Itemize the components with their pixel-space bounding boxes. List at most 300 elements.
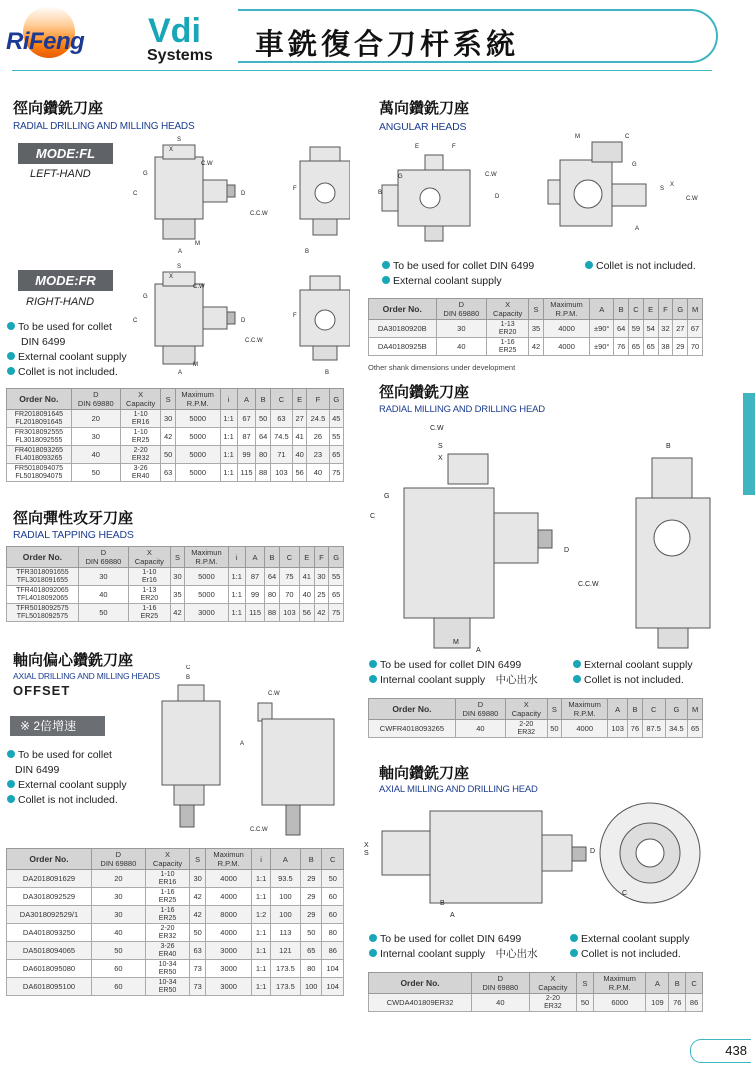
bullet-icon: [369, 934, 377, 942]
table-cell: 55: [329, 568, 344, 586]
column-header: Maximum R.P.M.: [562, 699, 608, 720]
svg-text:S: S: [364, 850, 369, 857]
table-cell: ±90°: [590, 320, 614, 338]
column-header: B: [669, 973, 686, 994]
svg-text:D: D: [495, 194, 500, 200]
table-cell: 71: [270, 446, 292, 464]
table-cell: 75: [279, 568, 299, 586]
svg-text:C.C.W: C.C.W: [578, 581, 599, 588]
table-row: [7, 464, 344, 482]
table-cell: 10-34 ER50: [145, 978, 190, 996]
radial-dm-title-zh: 徑向鑽銑刀座: [13, 100, 104, 117]
table-cell: 42: [190, 906, 206, 924]
svg-text:A: A: [240, 741, 245, 747]
angular-drawing: [370, 130, 710, 255]
table-cell: 74.5: [270, 428, 292, 446]
bullet-icon: [570, 949, 578, 957]
table-cell: DA5018094065: [7, 942, 92, 960]
table-cell: 64: [614, 320, 629, 338]
bullet-icon: [573, 675, 581, 683]
axial-offset-spec-table: [6, 848, 344, 996]
table-cell: 40: [299, 586, 314, 604]
table-cell: 65: [329, 446, 343, 464]
column-header: C: [279, 547, 299, 568]
column-header: Maximum R.P.M.: [543, 299, 589, 320]
column-header: Maximun R.P.M.: [205, 849, 251, 870]
table-cell: 121: [270, 942, 300, 960]
table-cell: 55: [329, 428, 343, 446]
table-row: [7, 906, 344, 924]
table-cell: 50: [577, 994, 594, 1012]
table-cell: 40: [472, 994, 529, 1012]
axial-md-notes-left: To be used for collet DIN 6499 Internal coolant supply 中心出水: [369, 932, 538, 962]
angular-footnote: Other shank dimensions under development: [368, 363, 516, 372]
table-cell: DA40180925B: [369, 338, 437, 356]
table-cell: 1:1: [228, 568, 245, 586]
table-cell: 20: [71, 410, 120, 428]
table-cell: 50: [161, 446, 175, 464]
column-header: S: [161, 389, 175, 410]
table-cell: 115: [245, 604, 264, 622]
table-cell: 1:1: [252, 870, 271, 888]
column-header: Maximum R.P.M.: [175, 389, 220, 410]
table-cell: 1-10 ER16: [120, 410, 161, 428]
speed-badge: ※ 2倍增速: [10, 716, 105, 736]
angular-title-en: ANGULAR HEADS: [379, 121, 467, 133]
table-cell: 103: [608, 720, 628, 738]
table-cell: 30: [91, 906, 145, 924]
table-cell: 109: [646, 994, 669, 1012]
svg-text:D: D: [590, 848, 596, 855]
table-cell: 29: [301, 870, 322, 888]
table-cell: 38: [658, 338, 673, 356]
column-header: i: [228, 547, 245, 568]
table-cell: 3-26 ER40: [145, 942, 190, 960]
table-cell: 80: [301, 960, 322, 978]
table-cell: 30: [71, 428, 120, 446]
svg-text:B: B: [378, 190, 383, 196]
table-cell: 5000: [175, 428, 220, 446]
column-header: A: [608, 699, 628, 720]
table-row: [7, 410, 344, 428]
table-cell: 42: [190, 888, 206, 906]
table-cell: 80: [256, 446, 270, 464]
radial-md-spec-table: [368, 698, 703, 738]
radial-md-notes-right: External coolant supply Collet is not included.: [573, 658, 693, 688]
svg-text:C.C.W: C.C.W: [250, 211, 268, 217]
table-cell: 65: [629, 338, 644, 356]
column-header: Maximum R.P.M.: [593, 973, 646, 994]
table-cell: 40: [91, 924, 145, 942]
table-cell: DA2018091629: [7, 870, 92, 888]
column-header: E: [293, 389, 307, 410]
axial-md-notes-right: External coolant supply Collet is not included.: [570, 932, 690, 962]
table-cell: 1-16 ER25: [145, 906, 190, 924]
column-header: X Capacity: [487, 299, 529, 320]
table-cell: 100: [270, 906, 300, 924]
svg-text:S: S: [177, 264, 182, 270]
table-cell: 99: [245, 586, 264, 604]
angular-note-collet: Collet is not included.: [585, 259, 696, 274]
bullet-icon: [7, 795, 15, 803]
table-cell: 5000: [185, 568, 228, 586]
table-cell: 1-16 ER25: [129, 604, 171, 622]
table-cell: 75: [329, 604, 344, 622]
bullet-icon: [7, 780, 15, 788]
axial-md-drawing: [360, 795, 720, 920]
svg-text:X: X: [670, 182, 675, 188]
column-header: B: [614, 299, 629, 320]
svg-text:C: C: [133, 318, 138, 324]
table-row: [7, 586, 344, 604]
table-cell: 50: [301, 924, 322, 942]
column-header: Maximun R.P.M.: [185, 547, 228, 568]
table-cell: 40: [293, 446, 307, 464]
table-cell: 4000: [205, 870, 251, 888]
table-cell: 4000: [205, 924, 251, 942]
table-cell: 87: [237, 428, 256, 446]
table-row: [369, 320, 703, 338]
table-cell: 5000: [175, 464, 220, 482]
table-cell: DA6018095100: [7, 978, 92, 996]
table-cell: 99: [237, 446, 256, 464]
column-header: F: [307, 389, 329, 410]
bullet-icon: [369, 949, 377, 957]
svg-text:S: S: [660, 186, 665, 192]
table-cell: CWDA401809ER32: [369, 994, 472, 1012]
column-header: D DIN 69880: [71, 389, 120, 410]
table-cell: 29: [301, 888, 322, 906]
table-cell: 86: [322, 942, 344, 960]
left-hand-label: LEFT-HAND: [30, 168, 91, 180]
column-header: B: [628, 699, 643, 720]
table-cell: 3000: [205, 960, 251, 978]
axial-md-spec-table: [368, 972, 703, 1012]
table-cell: 1-16 ER25: [487, 338, 529, 356]
bullet-icon: [369, 660, 377, 668]
table-cell: 103: [270, 464, 292, 482]
table-cell: 6000: [593, 994, 646, 1012]
svg-text:S: S: [438, 443, 443, 450]
table-cell: 87.5: [642, 720, 665, 738]
svg-text:B: B: [305, 249, 310, 255]
column-header: D DIN 69880: [91, 849, 145, 870]
table-row: [7, 942, 344, 960]
mode-fr-badge: MODE:FR: [18, 270, 113, 291]
column-header: A: [270, 849, 300, 870]
column-header: G: [329, 389, 343, 410]
table-cell: 60: [91, 960, 145, 978]
column-header: i: [220, 389, 237, 410]
bullet-icon: [382, 261, 390, 269]
page-number: 438: [690, 1039, 751, 1063]
table-cell: 50: [547, 720, 562, 738]
svg-text:G: G: [143, 294, 148, 300]
column-header: C: [686, 973, 703, 994]
axial-offset-drawing: [150, 665, 350, 840]
column-header: X Capacity: [120, 389, 161, 410]
column-header: S: [577, 973, 594, 994]
table-cell: 70: [688, 338, 703, 356]
svg-text:F: F: [293, 186, 297, 192]
table-cell: 1:1: [252, 924, 271, 942]
table-cell: 5000: [175, 446, 220, 464]
table-cell: 50: [190, 924, 206, 942]
table-cell: 1-16 ER25: [145, 888, 190, 906]
radial-dm-notes: To be used for collet DIN 6499 External coolant supply Collet is not included.: [7, 320, 127, 380]
column-header: D DIN 69880: [436, 299, 487, 320]
table-cell: 67: [688, 320, 703, 338]
table-cell: 60: [91, 978, 145, 996]
table-cell: 27: [293, 410, 307, 428]
table-cell: 88: [265, 604, 280, 622]
column-header: Order No.: [7, 849, 92, 870]
svg-text:C.C.W: C.C.W: [245, 338, 263, 344]
bullet-icon: [369, 675, 377, 683]
table-cell: 80: [265, 586, 280, 604]
table-row: [7, 604, 344, 622]
table-cell: 65: [329, 586, 344, 604]
table-cell: 54: [643, 320, 658, 338]
table-row: [7, 888, 344, 906]
table-cell: 2-20 ER32: [145, 924, 190, 942]
svg-text:A: A: [476, 647, 481, 653]
svg-text:F: F: [452, 144, 456, 150]
table-cell: 35: [529, 320, 544, 338]
svg-text:G: G: [143, 171, 148, 177]
column-header: Order No.: [7, 389, 72, 410]
column-header: M: [688, 299, 703, 320]
table-row: [7, 568, 344, 586]
table-cell: 73: [190, 960, 206, 978]
table-cell: 30: [436, 320, 487, 338]
right-hand-label: RIGHT-HAND: [26, 296, 95, 308]
column-header: D DIN 69880: [472, 973, 529, 994]
table-cell: 2-20 ER32: [120, 446, 161, 464]
table-cell: 2-20 ER32: [506, 720, 548, 738]
table-cell: 40: [307, 464, 329, 482]
column-header: Order No.: [369, 299, 437, 320]
table-cell: 65: [643, 338, 658, 356]
table-cell: 100: [301, 978, 322, 996]
table-cell: 5000: [185, 586, 228, 604]
svg-text:D: D: [241, 191, 246, 197]
table-cell: 56: [299, 604, 314, 622]
table-cell: 4000: [562, 720, 608, 738]
column-header: E: [299, 547, 314, 568]
table-cell: 42: [314, 604, 329, 622]
svg-text:E: E: [415, 144, 420, 150]
page-title: 車銑復合刀杆系統: [255, 29, 520, 61]
table-cell: 113: [270, 924, 300, 942]
svg-text:D: D: [241, 318, 246, 324]
svg-text:B: B: [325, 370, 330, 376]
table-cell: 1-13 ER20: [129, 586, 171, 604]
table-cell: 88: [256, 464, 270, 482]
brand-subtitle: Systems: [147, 47, 213, 64]
table-cell: 10-34 ER50: [145, 960, 190, 978]
table-cell: 4000: [543, 320, 589, 338]
table-cell: 1-10 ER25: [120, 428, 161, 446]
radial-md-title-en: RADIAL MILLING AND DRILLING HEAD: [379, 404, 545, 415]
bullet-icon: [7, 322, 15, 330]
table-cell: TFR5018092575 TFL5018092575: [7, 604, 79, 622]
column-header: X Capacity: [145, 849, 190, 870]
table-cell: 3000: [205, 978, 251, 996]
table-cell: 45: [329, 410, 343, 428]
table-cell: 104: [322, 978, 344, 996]
table-cell: 42: [529, 338, 544, 356]
svg-text:F: F: [293, 313, 297, 319]
table-cell: 59: [629, 320, 644, 338]
table-cell: 65: [301, 942, 322, 960]
svg-text:A: A: [450, 912, 455, 919]
table-cell: 41: [299, 568, 314, 586]
column-header: i: [252, 849, 271, 870]
column-header: X Capacity: [129, 547, 171, 568]
table-row: [7, 870, 344, 888]
table-cell: 1-13 ER20: [487, 320, 529, 338]
table-row: [369, 720, 703, 738]
column-header: C: [629, 299, 644, 320]
svg-text:D: D: [564, 547, 570, 554]
svg-text:C: C: [625, 134, 630, 140]
table-cell: 8000: [205, 906, 251, 924]
column-header: Order No.: [7, 547, 79, 568]
table-cell: 32: [658, 320, 673, 338]
svg-text:M: M: [193, 362, 198, 368]
table-cell: 1-10 ER16: [145, 870, 190, 888]
svg-text:X: X: [438, 455, 443, 462]
table-cell: 76: [614, 338, 629, 356]
table-cell: 1:1: [252, 942, 271, 960]
table-cell: 50: [91, 942, 145, 960]
offset-label: OFFSET: [13, 683, 71, 698]
table-cell: 4000: [205, 888, 251, 906]
svg-text:C.W: C.W: [268, 691, 280, 697]
axial-md-title-en: AXIAL MILLING AND DRILLING HEAD: [379, 784, 538, 795]
table-cell: DA4018093250: [7, 924, 92, 942]
table-cell: 26: [307, 428, 329, 446]
column-header: A: [590, 299, 614, 320]
table-cell: 30: [190, 870, 206, 888]
table-cell: 30: [170, 568, 185, 586]
table-cell: 2-20 ER32: [529, 994, 577, 1012]
table-cell: 87: [245, 568, 264, 586]
svg-text:C: C: [370, 513, 376, 520]
table-cell: TFR4018092065 TFL4018092065: [7, 586, 79, 604]
side-tab: [743, 393, 755, 495]
table-cell: 23: [307, 446, 329, 464]
axial-offset-title-en: AXIAL DRILLING AND MILLING HEADS: [13, 671, 160, 681]
table-row: [369, 338, 703, 356]
radial-md-title-zh: 徑向鑽銑刀座: [379, 384, 470, 401]
table-cell: 50: [256, 410, 270, 428]
angular-notes: To be used for collet DIN 6499 External coolant supply: [382, 259, 534, 289]
tapping-title-zh: 徑向彈性攻牙刀座: [13, 510, 134, 527]
table-cell: 4000: [543, 338, 589, 356]
radial-md-notes-left: To be used for collet DIN 6499 Internal coolant supply 中心出水: [369, 658, 538, 688]
svg-text:C.W: C.W: [201, 161, 213, 167]
table-cell: FR2018091645 FL2018091645: [7, 410, 72, 428]
column-header: C: [270, 389, 292, 410]
table-cell: ±90°: [590, 338, 614, 356]
radial-fr-drawing: [125, 262, 350, 377]
table-cell: 42: [170, 604, 185, 622]
svg-text:C.C.W: C.C.W: [250, 827, 268, 833]
table-cell: 60: [322, 888, 344, 906]
table-cell: 67: [237, 410, 256, 428]
bullet-icon: [573, 660, 581, 668]
column-header: D DIN 69880: [455, 699, 505, 720]
table-cell: 1:1: [220, 428, 237, 446]
table-cell: 104: [322, 960, 344, 978]
table-cell: 25: [314, 586, 329, 604]
table-cell: DA6018095080: [7, 960, 92, 978]
column-header: S: [190, 849, 206, 870]
angular-spec-table: [368, 298, 703, 356]
svg-text:A: A: [635, 226, 640, 232]
table-cell: 50: [322, 870, 344, 888]
column-header: A: [646, 973, 669, 994]
column-header: B: [256, 389, 270, 410]
column-header: G: [673, 299, 688, 320]
svg-text:B: B: [440, 900, 445, 907]
column-header: F: [658, 299, 673, 320]
table-cell: 30: [314, 568, 329, 586]
table-cell: 115: [237, 464, 256, 482]
svg-text:S: S: [177, 137, 182, 143]
table-cell: TFR3018091655 TFL3018091655: [7, 568, 79, 586]
table-cell: 30: [78, 568, 128, 586]
svg-text:X: X: [364, 842, 369, 849]
svg-text:G: G: [398, 174, 403, 180]
table-cell: 80: [322, 924, 344, 942]
table-cell: DA3018092529/1: [7, 906, 92, 924]
table-cell: 1-10 Er16: [129, 568, 171, 586]
column-header: C: [322, 849, 344, 870]
table-cell: 73: [190, 978, 206, 996]
table-cell: 40: [71, 446, 120, 464]
svg-text:X: X: [169, 147, 174, 153]
table-cell: 1:2: [252, 906, 271, 924]
table-row: [7, 428, 344, 446]
table-row: [369, 994, 703, 1012]
table-row: [7, 446, 344, 464]
svg-text:B: B: [186, 675, 191, 681]
table-cell: 173.5: [270, 978, 300, 996]
column-header: Order No.: [369, 973, 472, 994]
column-header: D DIN 69880: [78, 547, 128, 568]
radial-dm-spec-table: [6, 388, 344, 482]
table-cell: 35: [170, 586, 185, 604]
table-cell: 63: [161, 464, 175, 482]
table-row: [7, 960, 344, 978]
table-cell: 1:1: [252, 960, 271, 978]
column-header: Order No.: [369, 699, 456, 720]
table-cell: 50: [78, 604, 128, 622]
svg-text:B: B: [666, 443, 671, 450]
table-cell: 29: [301, 906, 322, 924]
table-cell: 1:1: [220, 464, 237, 482]
table-cell: 173.5: [270, 960, 300, 978]
column-header: M: [688, 699, 703, 720]
radial-fl-drawing: [125, 135, 350, 255]
table-cell: 40: [78, 586, 128, 604]
table-cell: 5000: [175, 410, 220, 428]
table-row: [7, 924, 344, 942]
svg-text:C: C: [622, 890, 628, 897]
